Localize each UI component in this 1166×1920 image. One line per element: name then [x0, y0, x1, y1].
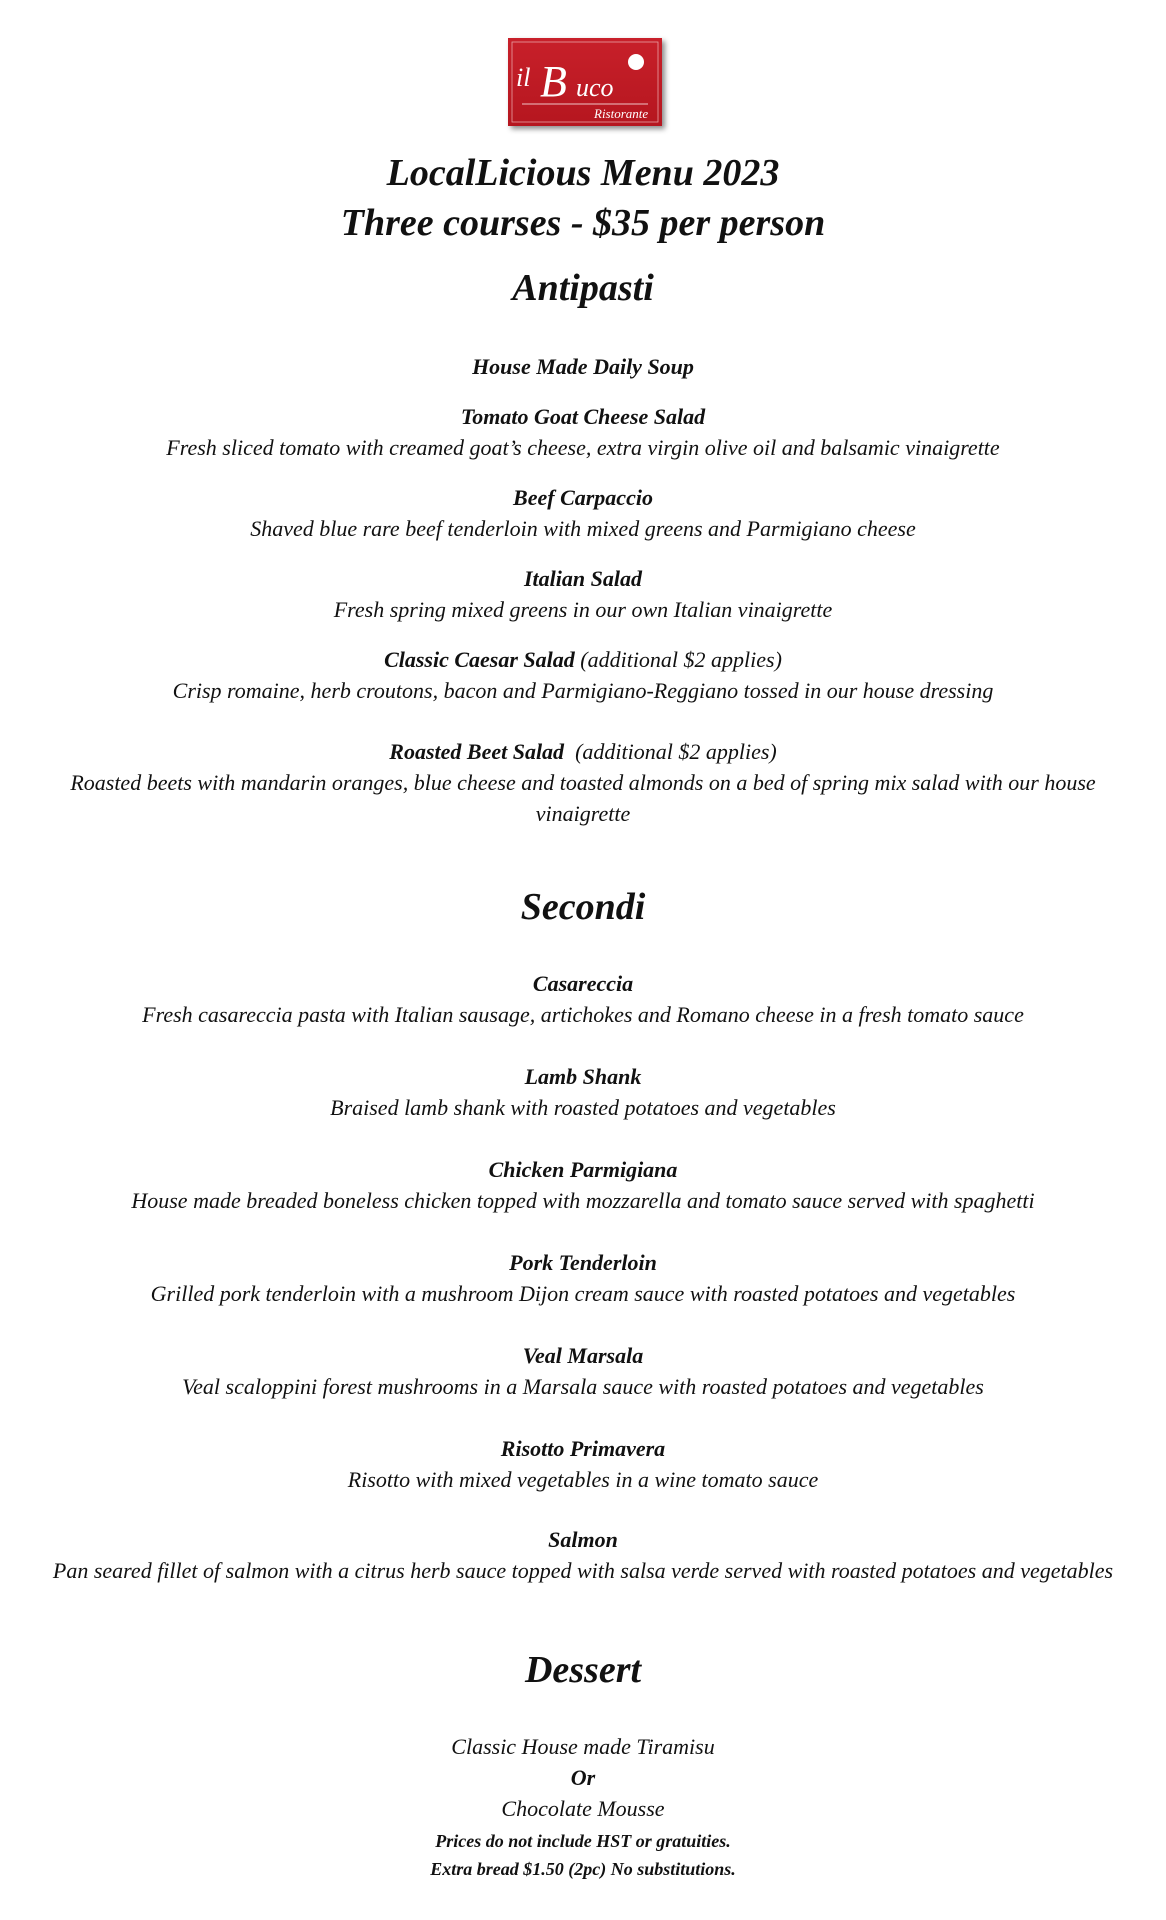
item-description: Risotto with mixed vegetables in a wine tomato sauce [347, 1467, 819, 1492]
menu-item [30, 483, 1136, 544]
item-description: Shaved blue rare beef tenderloin with mixed greens and Parmigiano cheese [250, 516, 916, 541]
menu-item [30, 645, 1136, 706]
item-description: Veal scaloppini forest mushrooms in a Marsala sauce with roasted potatoes and vegetables [182, 1374, 984, 1399]
menu-item [30, 1525, 1136, 1586]
menu-item [30, 1155, 1136, 1216]
footer-note: Extra bread $1.50 (2pc) No substitutions. [430, 1859, 736, 1879]
item-name: Lamb Shank [524, 1064, 642, 1089]
item-name: Tomato Goat Cheese Salad [460, 404, 706, 429]
menu-item [30, 1248, 1136, 1309]
menu-item [30, 969, 1136, 1030]
dessert-option: Chocolate Mousse [501, 1796, 665, 1821]
item-description: Fresh spring mixed greens in our own Italian vinaigrette [333, 597, 833, 622]
menu-item [30, 564, 1136, 625]
dessert-or: Or [570, 1765, 596, 1790]
item-description: Fresh casareccia pasta with Italian sausage, artichokes and Romano cheese in a fresh tomato sauce [142, 1002, 1024, 1027]
item-name: Risotto Primavera [500, 1436, 666, 1461]
item-description: Fresh sliced tomato with creamed goat’s cheese, extra virgin olive oil and balsamic vinaigrette [166, 435, 1000, 460]
item-name: Chicken Parmigiana [488, 1157, 678, 1182]
logo-text-il: il [516, 63, 531, 92]
footer-note: Prices do not include HST or gratuities. [435, 1831, 731, 1851]
logo-dot-icon [628, 54, 644, 70]
item-description: Roasted beets with mandarin oranges, blue cheese and toasted almonds on a bed of spring mix salad with our house vinaigrette [70, 770, 1096, 826]
item-description: Braised lamb shank with roasted potatoes and vegetables [330, 1095, 836, 1120]
item-description: Crisp romaine, herb croutons, bacon and Parmigiano-Reggiano tossed in our house dressing [172, 678, 994, 703]
section-heading-dessert: Dessert [524, 1649, 642, 1691]
item-name: Classic Caesar Salad [384, 647, 575, 672]
item-name-row [30, 645, 1136, 675]
menu-item [30, 1341, 1136, 1402]
item-name: House Made Daily Soup [472, 354, 694, 379]
item-description: Grilled pork tenderloin with a mushroom Dijon cream sauce with roasted potatoes and vegetables [150, 1281, 1016, 1306]
item-name: Pork Tenderloin [509, 1250, 657, 1275]
dessert-option: Classic House made Tiramisu [451, 1734, 715, 1759]
item-name: Italian Salad [524, 566, 642, 591]
section-heading-secondi: Secondi [520, 886, 646, 928]
logo-text-uco: uco [576, 73, 614, 102]
item-name-row [30, 737, 1136, 767]
menu-item [30, 352, 1136, 382]
item-price-note: (additional $2 applies) [574, 647, 782, 672]
menu-item [30, 1434, 1136, 1495]
item-name: Casareccia [532, 971, 634, 996]
item-name: Salmon [548, 1527, 618, 1552]
menu-item [30, 737, 1136, 829]
item-description: Pan seared fillet of salmon with a citrus herb sauce topped with salsa verde served with roasted potatoes and vegetables [52, 1558, 1114, 1583]
item-price-note: (additional $2 applies) [564, 739, 777, 764]
restaurant-logo [508, 38, 662, 126]
item-name: Veal Marsala [522, 1343, 644, 1368]
logo-text-b: B [540, 57, 567, 106]
item-name: Beef Carpaccio [513, 485, 653, 510]
menu-subtitle: Three courses - $35 per person [340, 202, 826, 244]
item-description: House made breaded boneless chicken topped with mozzarella and tomato sauce served with spaghetti [131, 1188, 1035, 1213]
menu-title: LocalLicious Menu 2023 [386, 152, 780, 194]
menu-item [30, 402, 1136, 463]
section-heading-antipasti: Antipasti [512, 267, 654, 309]
logo-text-ristorante: Ristorante [594, 106, 649, 121]
menu-item [30, 1062, 1136, 1123]
item-name: Roasted Beet Salad [389, 739, 565, 764]
